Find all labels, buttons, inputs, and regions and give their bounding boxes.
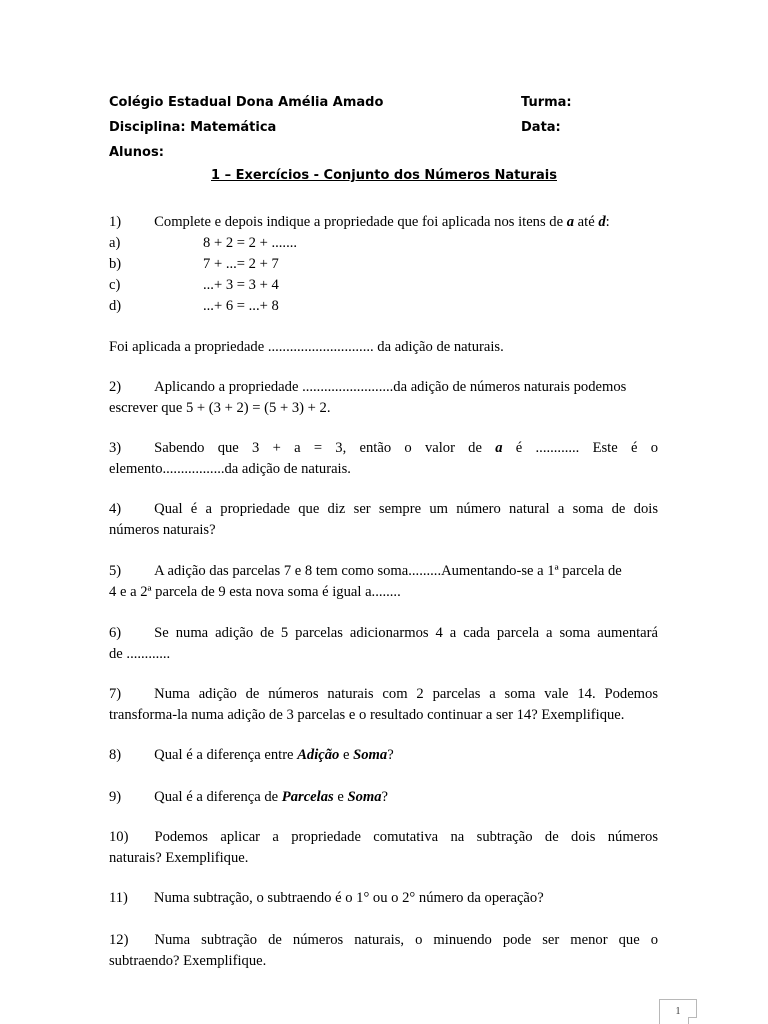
- question-3-line-2: elemento.................da adição de naturais.: [109, 461, 351, 477]
- question-9: 9) Qual é a diferença de Parcelas e Soma?: [109, 789, 389, 805]
- question-4-line-1: 4) Qual é a propriedade que diz ser sempre um número natural a soma de dois: [109, 501, 658, 517]
- question-10-line-2: naturais? Exemplifique.: [109, 850, 249, 866]
- page-title: 1 – Exercícios - Conjunto dos Números Naturais: [211, 168, 557, 183]
- question-3-line-1: 3) Sabendo que 3 + a = 3, então o valor de a é ............ Este é o: [109, 440, 658, 456]
- question-2-line-1: 2) Aplicando a propriedade .........................da adição de números naturais podemos: [109, 379, 627, 395]
- data-label: Data:: [521, 120, 561, 135]
- alunos-label: Alunos:: [109, 145, 164, 160]
- question-number: 4): [109, 501, 122, 517]
- question-12-line-2: subtraendo? Exemplifique.: [109, 953, 267, 969]
- item-d-expr: ...+ 6 = ...+ 8: [203, 298, 279, 314]
- disciplina-label: Disciplina: Matemática: [109, 120, 277, 135]
- question-12-line-1: 12) Numa subtração de números naturais, o minuendo pode ser menor que o: [109, 932, 658, 948]
- item-c-label: c): [109, 277, 121, 293]
- question-5-line-1: 5) A adição das parcelas 7 e 8 tem como soma.........Aumentando-se a 1ª parcela de: [109, 563, 622, 579]
- turma-label: Turma:: [521, 95, 572, 110]
- question-7-line-2: transforma-la numa adição de 3 parcelas e o resultado continuar a ser 14? Exemplifique.: [109, 707, 625, 723]
- question-number: 12): [109, 932, 129, 948]
- item-d-label: d): [109, 298, 122, 314]
- question-number: 10): [109, 829, 129, 845]
- q1-answer-line: Foi aplicada a propriedade ............................. da adição de naturais.: [109, 339, 504, 355]
- question-number: 7): [109, 686, 122, 702]
- question-number: 2): [109, 379, 122, 395]
- page-number-box: [659, 999, 697, 1024]
- question-6-line-1: 6) Se numa adição de 5 parcelas adicionarmos 4 a cada parcela a soma aumentará: [109, 625, 658, 641]
- question-number: 5): [109, 563, 122, 579]
- question-number: 8): [109, 747, 122, 763]
- item-b-expr: 7 + ...= 2 + 7: [203, 256, 279, 272]
- school-name: Colégio Estadual Dona Amélia Amado: [109, 95, 384, 110]
- question-1: 1) Complete e depois indique a propriedade que foi aplicada nos itens de a até d:: [109, 214, 610, 230]
- question-6-line-2: de ............: [109, 646, 171, 662]
- item-b-label: b): [109, 256, 122, 272]
- question-11: 11) Numa subtração, o subtraendo é o 1° ou o 2° número da operação?: [109, 890, 544, 906]
- question-5-line-2: 4 e a 2ª parcela de 9 esta nova soma é igual a........: [109, 584, 401, 600]
- question-number: 3): [109, 440, 122, 456]
- question-number: 6): [109, 625, 122, 641]
- question-number: 9): [109, 789, 122, 805]
- question-10-line-1: 10) Podemos aplicar a propriedade comutativa na subtração de dois números: [109, 829, 658, 845]
- item-c-expr: ...+ 3 = 3 + 4: [203, 277, 279, 293]
- question-number: 1): [109, 214, 122, 230]
- question-4-line-2: números naturais?: [109, 522, 216, 538]
- question-2-line-2: escrever que 5 + (3 + 2) = (5 + 3) + 2.: [109, 400, 331, 416]
- item-a-label: a): [109, 235, 121, 251]
- question-8: 8) Qual é a diferença entre Adição e Soma?: [109, 747, 394, 763]
- item-a-expr: 8 + 2 = 2 + .......: [203, 235, 298, 251]
- question-number: 11): [109, 890, 128, 906]
- page-number: 1: [675, 1006, 681, 1017]
- page-fold-icon: [688, 1017, 697, 1024]
- question-7-line-1: 7) Numa adição de números naturais com 2 parcelas a soma vale 14. Podemos: [109, 686, 658, 702]
